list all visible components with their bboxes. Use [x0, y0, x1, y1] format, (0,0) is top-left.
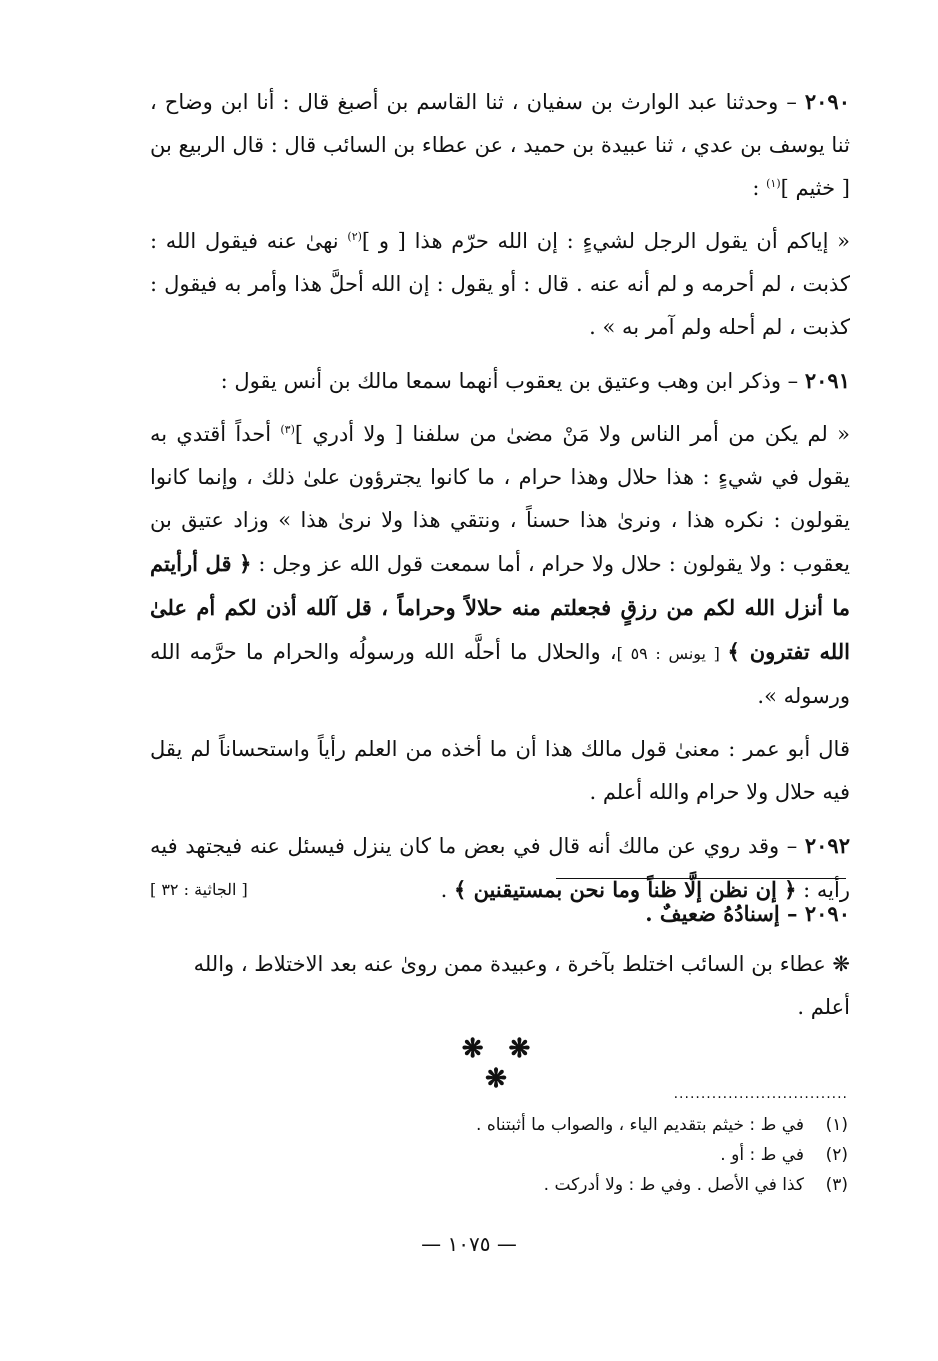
footnote-number: (١) — [825, 1115, 848, 1135]
commentary — [150, 892, 850, 1029]
page-number: — ١٠٧٥ — — [421, 1232, 517, 1256]
footnote-number: (٢) — [825, 1145, 848, 1165]
hadith-number: ٢٠٩٢ — [804, 833, 850, 858]
footnote-dotted-line: ................................ — [673, 1086, 848, 1102]
commentary-text: ❋ عطاء بن السائب اختلط بآخرة ، وعبيدة ممن روىٰ عنه بعد الاختلاط ، والله أعلم . — [193, 952, 850, 1019]
footnotes — [300, 1110, 848, 1200]
footnote-ref: (٣) — [280, 423, 295, 436]
abu-umar-paragraph: قال أبو عمر : معنىٰ قول مالك هذا أن ما أخذه من العلم رأياً واستحساناً لم يقل فيه حلال ولا حرام والله أعلم . — [150, 737, 850, 804]
star-separator-icon: ❋ ❋ ❋ — [461, 1034, 539, 1094]
footnote-text: كذا في الأصل . وفي ط : ولا أدركت . — [543, 1175, 804, 1195]
hadith-2090 — [150, 80, 850, 210]
quran-verse: ﴿ قل أرأيتم ما أنزل الله لكم من رزقٍ فجعلتم منه حلالاً وحراماً ، قل آلله أذن لكم أم علىٰ الله تفترون ﴾ — [150, 551, 850, 664]
footnote-text: في ط : أو . — [720, 1145, 804, 1165]
quote-text: « إياكم أن يقول الرجل لشيءٍ : إن الله حرّم هذا [ و ] — [361, 229, 851, 253]
quote-text: « لم يكن من أمر الناس ولا مَنْ مضىٰ من سلفنا [ ولا أدري ] — [294, 422, 850, 446]
commentary-heading: ٢٠٩٠ – إسنادُهُ ضعيفٌ . — [645, 901, 850, 926]
quote-text: ، والحلال ما أحلَّه الله ورسولُه والحرام ما حرَّمه الله ورسوله ». — [150, 640, 850, 708]
verse-reference: [ الجاثية : ٣٢ ] — [150, 880, 248, 899]
footnote-ref: (١) — [766, 177, 781, 190]
main-text — [150, 80, 850, 922]
hadith-2091 — [150, 359, 850, 403]
quote-2090 — [150, 220, 850, 349]
quote-text: نهىٰ عنه فيقول الله : كذبت ، لم أحرمه و لم أنه عنه . قال : أو يقول : إن الله أحلَّ هذا وأمر به فيقول : كذبت ، لم أحله ولم آمر به » . — [150, 229, 850, 339]
punctuation: : — [752, 176, 767, 200]
hadith-number: ٢٠٩٠ — [804, 89, 850, 114]
isnad-text: – وذكر ابن وهب وعتيق بن يعقوب أنهما سمعا مالك بن أنس يقول : — [220, 369, 799, 393]
quran-verse: ﴿ إن نظن إلَّا ظناً وما نحن بمستيقنين ﴾ — [453, 877, 797, 902]
hadith-number: ٢٠٩١ — [804, 368, 850, 393]
footnote-number: (٣) — [825, 1175, 848, 1195]
footnote-ref: (٢) — [347, 230, 362, 243]
isnad-text: – وحدثنا عبد الوارث بن سفيان ، ثنا القاسم بن أصبغ قال : أنا ابن وضاح ، ثنا يوسف بن عدي ، ثنا عبيدة بن حميد ، عن عطاء بن السائب قال : قال الربيع بن [ خثيم ] — [150, 90, 850, 200]
punctuation: . — [440, 878, 454, 902]
isnad-text: – وقد روي عن مالك أنه قال في بعض ما كان ينزل فيسئل عنه فيجتهد فيه رأيه : — [150, 834, 850, 902]
footnote — [300, 1170, 848, 1200]
quote-text: أحداً أقتدي به يقول في شيءٍ : هذا حلال وهذا حرام ، ما كانوا يجترؤون علىٰ ذلك ، وإنما كانوا يقولون : نكره هذا ، ونرىٰ هذا حسناً ، ونتقي هذا ولا نرىٰ هذا » وزاد عتيق بن يعقوب : ولا يقولون : حلال ولا حرام ، أما سمعت قول الله عز وجل : — [150, 422, 850, 576]
quote-2091 — [150, 413, 850, 718]
verse-reference: [ يونس : ٥٩ ] — [616, 644, 728, 663]
section-divider — [556, 878, 846, 879]
footnote — [300, 1110, 848, 1140]
footnote-text: في ط : خيثم بتقديم الياء ، والصواب ما أثبتناه . — [476, 1115, 804, 1135]
footnote — [300, 1140, 848, 1170]
